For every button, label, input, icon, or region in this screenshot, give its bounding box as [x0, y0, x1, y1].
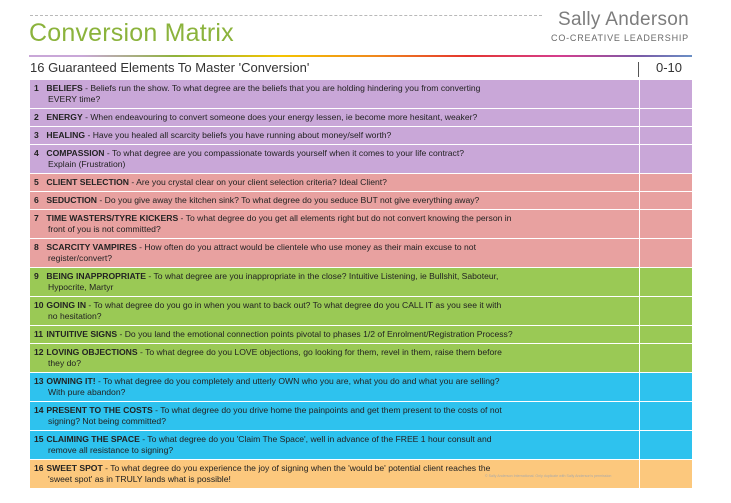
score-cell[interactable] [639, 373, 692, 401]
row-number: 1 [34, 83, 39, 93]
score-cell[interactable] [639, 192, 692, 209]
row-number: 8 [34, 242, 39, 252]
row-question [30, 344, 639, 372]
row-keyword: GOING IN [46, 300, 87, 310]
score-cell[interactable] [639, 174, 692, 191]
row-number: 7 [34, 213, 39, 223]
row-text: - To what degree do you go in when you want to back out? To what degree do you CALL IT as you see it with [86, 300, 502, 310]
row-number: 5 [34, 177, 39, 187]
row-question [30, 268, 639, 296]
brand-tagline: CO-CREATIVE LEADERSHIP [551, 33, 689, 43]
matrix-row [30, 127, 692, 145]
score-cell[interactable] [639, 460, 692, 488]
matrix-row [30, 174, 692, 192]
matrix-subtitle: 16 Guaranteed Elements To Master 'Conversion' [30, 60, 310, 75]
row-keyword: PRESENT TO THE COSTS [46, 405, 153, 415]
matrix-row [30, 297, 692, 326]
row-text: - Are you crystal clear on your client selection criteria? Ideal Client? [129, 177, 387, 187]
row-question [30, 431, 639, 459]
score-cell[interactable] [639, 145, 692, 173]
row-number: 15 [34, 434, 44, 444]
row-keyword: SWEET SPOT [46, 463, 103, 473]
row-keyword: COMPASSION [46, 148, 105, 158]
row-number: 9 [34, 271, 39, 281]
row-text-continued: signing? Not being committed? [48, 416, 166, 426]
score-cell[interactable] [639, 127, 692, 144]
row-text: - Do you land the emotional connection points pivotal to phases 1/2 of Enrolment/Registration Process? [117, 329, 513, 339]
score-header-separator [638, 62, 639, 77]
row-text-continued: 'sweet spot' as in TRULY lands what is possible! [48, 474, 231, 484]
matrix-row [30, 373, 692, 402]
row-keyword: OWNING IT! [46, 376, 96, 386]
row-question [30, 402, 639, 430]
row-keyword: LOVING OBJECTIONS [46, 347, 138, 357]
row-number: 14 [34, 405, 44, 415]
row-keyword: BEING INAPPROPRIATE [46, 271, 147, 281]
score-cell[interactable] [639, 109, 692, 126]
page-title: Conversion Matrix [29, 19, 234, 47]
row-number: 2 [34, 112, 39, 122]
matrix-row [30, 344, 692, 373]
row-question [30, 239, 639, 267]
row-number: 16 [34, 463, 44, 473]
row-text: - To what degree do you completely and utterly OWN who you are, what you do and what you are selling? [95, 376, 500, 386]
matrix-row [30, 268, 692, 297]
row-keyword: INTUITIVE SIGNS [46, 329, 118, 339]
row-question [30, 80, 639, 108]
row-text-continued: they do? [48, 358, 81, 368]
row-text: - How often do you attract would be clientele who use money as their main excuse to not [136, 242, 476, 252]
matrix-row [30, 431, 692, 460]
row-number: 11 [34, 329, 44, 339]
copyright-footer: © Sally Anderson International. Only duplicate with Sally Anderson's permission [485, 474, 612, 478]
row-question [30, 210, 639, 238]
row-text-continued: Hypocrite, Martyr [48, 282, 114, 292]
row-keyword: HEALING [46, 130, 86, 140]
row-text: - To what degree are you inappropriate in the close? Intuitive Listening, ie Bullshit, Saboteur, [146, 271, 499, 281]
matrix-row [30, 239, 692, 268]
row-number: 12 [34, 347, 44, 357]
matrix-row [30, 210, 692, 239]
row-keyword: BELIEFS [46, 83, 83, 93]
row-keyword: CLAIMING THE SPACE [46, 434, 140, 444]
row-question [30, 109, 639, 126]
score-cell[interactable] [639, 80, 692, 108]
row-keyword: SEDUCTION [46, 195, 98, 205]
row-text: - Beliefs run the show. To what degree are the beliefs that you are holding hindering you from converting [82, 83, 481, 93]
row-text: - When endeavouring to convert someone does your energy lessen, ie become more hesitant, weaker? [82, 112, 478, 122]
score-cell[interactable] [639, 326, 692, 343]
row-number: 10 [34, 300, 44, 310]
matrix-row [30, 145, 692, 174]
row-keyword: ENERGY [46, 112, 83, 122]
row-keyword: SCARCITY VAMPIRES [46, 242, 137, 252]
row-text: - To what degree do you experience the joy of signing when the 'would be' potential client reaches the [102, 463, 491, 473]
row-text-continued: With pure abandon? [48, 387, 126, 397]
row-text-continued: register/convert? [48, 253, 113, 263]
row-keyword: CLIENT SELECTION [46, 177, 129, 187]
rainbow-divider [29, 55, 692, 57]
brand-name: Sally Anderson [558, 9, 689, 30]
row-text: - To what degree do you drive home the painpoints and get them present to the costs of not [152, 405, 502, 415]
score-cell[interactable] [639, 268, 692, 296]
row-number: 3 [34, 130, 39, 140]
row-number: 13 [34, 376, 44, 386]
row-number: 4 [34, 148, 39, 158]
row-number: 6 [34, 195, 39, 205]
matrix-row [30, 326, 692, 344]
row-text: - To what degree are you compassionate towards yourself when it comes to your life contract? [104, 148, 465, 158]
row-question [30, 297, 639, 325]
row-text: - To what degree do you LOVE objections, go looking for them, revel in them, raise them before [137, 347, 502, 357]
row-question [30, 174, 639, 191]
score-cell[interactable] [639, 344, 692, 372]
row-keyword: TIME WASTERS/TYRE KICKERS [46, 213, 179, 223]
score-cell[interactable] [639, 210, 692, 238]
row-text: - To what degree do you get all elements right but do not convert knowing the person in [178, 213, 512, 223]
row-question [30, 326, 639, 343]
row-text-continued: EVERY time? [48, 94, 101, 104]
score-column-header: 0-10 [656, 60, 683, 75]
row-text-continued: remove all resistance to signing? [48, 445, 174, 455]
row-text-continued: no hesitation? [48, 311, 102, 321]
row-text-continued: front of you is not committed? [48, 224, 161, 234]
matrix-row [30, 402, 692, 431]
row-text: - To what degree do you 'Claim The Space', well in advance of the FREE 1 hour consult and [139, 434, 492, 444]
score-cell[interactable] [639, 431, 692, 459]
row-question [30, 127, 639, 144]
matrix-row [30, 192, 692, 210]
matrix-row [30, 109, 692, 127]
score-cell[interactable] [639, 239, 692, 267]
row-question [30, 145, 639, 173]
row-text: - Have you healed all scarcity beliefs you have running about money/self worth? [85, 130, 392, 140]
conversion-matrix-table [30, 80, 692, 489]
row-question [30, 192, 639, 209]
row-text-continued: Explain (Frustration) [48, 159, 126, 169]
header-dashed-line [30, 15, 542, 16]
score-cell[interactable] [639, 402, 692, 430]
row-question [30, 373, 639, 401]
score-cell[interactable] [639, 297, 692, 325]
matrix-row [30, 80, 692, 109]
row-text: - Do you give away the kitchen sink? To what degree do you seduce BUT not give everything away? [97, 195, 480, 205]
